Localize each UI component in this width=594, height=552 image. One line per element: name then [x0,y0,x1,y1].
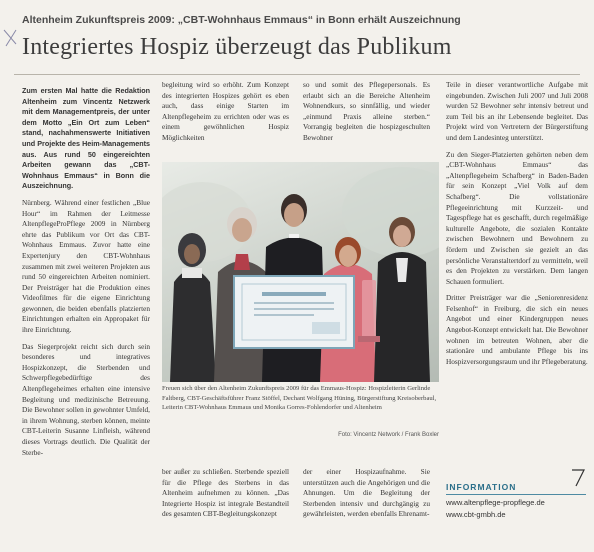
column-4 [446,80,588,452]
column-3-bottom-text: der einer Hospizaufnahme. Sie unterstützen auch die Angehörigen und die Ahnungen. Um die Begleitung der Sterbenden intensiv und durchgängig zu gewährleisten, werden ebenfalls Ehrenamt- [303,467,430,519]
column-2-top [162,80,289,158]
column-2-top-text: begleitung wird so erhöht. Zum Konzept des integrierten Hospizes gehört es eben auch, dass einige Starten im Altenpflegeheim zu errichten oder was es einem gewöhnlichen Hospiz Möglichkeiten [162,80,289,142]
column-2-bottom [162,467,289,547]
column-4-paragraph-1: Teile in dieser verantwortliche Aufgabe mit eingebunden. Zwischen Juli 2007 und Juli 2008 wurden 52 Bewohner sehr intensiv betreut und zum Teil bis an ihr Lebensende begleitet. Das Projekt wird von Vertretern der Bürgerstiftung und dem Landesinteg unterstützt. [446,80,588,142]
column-2-bottom-text: ber außer zu schließen. Sterbende speziell für die Pflege des Sterbens in das Altenheim aufnehmen zu können. „Das Integrierte Hospiz ist integrale Bestandteil des gesamten CBT-Begleitungskonzept [162,467,289,519]
column-1-paragraph-1: Nürnberg. Während einer festlichen „Blue Hour“ im Rahmen der Leitmesse AltenpflegeProPflege 2009 in Nürnberg ehrte das Publikum vor Ort das CBT-Wohnhaus Emmaus. Zuvor hatte eine Expertenjury den CBT-Wohnhaus zusammen mit zwei weiteren Projekten aus rund 50 eingereichten Arbeiten nominiert. Der Preisträger hat die Produktion eines Videofilmes für die eigene Einrichtung gewonnen, die beiden ebenfalls platzierten Einrichtungen erhalten ein Appropaket für ihre Einrichtung. [22,197,150,335]
column-3-top [303,80,430,158]
photo-credit: Foto: Vincentz Network / Frank Boxler [338,432,439,438]
article-headline: Integriertes Hospiz überzeugt das Publikum [22,34,452,60]
column-3-bottom [303,467,430,547]
column-1-paragraph-2: Das Siegerprojekt reicht sich durch sein besonderes und integratives Hospizkonzept, die Sterbenden und Schwerpflegebedürftige des Altenpflegeheimes erhalten eine intensive Begleitung und medizinische Betreuung. Die Bewohner sollen in gewohnter Umfeld, in ihrem Wohnung, sterben können, meinte CBT-Leiterin Susanne Linfleish, während dieses Vortrags deutlich. Die Qualität der Sterbe- [22,341,150,457]
signature-icon [570,466,586,488]
column-1 [22,86,150,536]
award-photo-illustration [162,162,439,382]
article-lead: Zum ersten Mal hatte die Redaktion Altenheim zum Vincentz Netzwerk mit dem Managementpreis, der unter dem Motto „Ein Ort zum Leben“ stand, nachahmenswerte Initiativen und Projekte des Heim-Managements aus. Aus rund 50 eingereichten Arbeiten gewann das „CBT-Wohnhaus Emmaus“ in Bonn die Auszeichnung. [22,86,150,191]
column-3-top-text: so und somit des Pflegepersonals. Es erlaubt sich an die Bereiche Altenheim Wohnendkurs, so sinnfällig, und wieder „einmund Praxis alleine sterben.“ Vorrangig begleiten die hospizgeschulten Bewohner [303,80,430,142]
information-label: INFORMATION [446,482,517,492]
column-4-paragraph-2: Zu den Sieger-Platzierten gehörten neben dem „CBT-Wohnhaus Emmaus“ das „Altenpflegeheim Schafberg“ in Baden-Baden für sein Konzept „Viel Volk auf dem Schafberg“. Die vollstationäre Pflegeeinrichtung mit Kurzzeit- und Tagespflege hat es geschafft, durch regelmäßige kulturelle Angebote, die sozialen Kontakte zwischen Bewohnern und Bewohnern zu fördern und Zwischen sie gezielt an das persönliche Veranstaltertdorf zu vermitteln, weil es den Projekten zu verstärken. Dem langen Schauen formuliert. [446,149,588,286]
column-4-paragraph-3: Dritter Preisträger war die „Seniorenresidenz Felsenhof“ in Freiburg, die sich ein neues Angebot und einer Kindergruppen neues Angebot-Konzept entwickelt hat. Die Bewohner wohnen im betreuten Wohnen, aber die stationäre und ambulante Pflege bis ins Hospizversorgungsraum und ihr Pflegeberatung. [446,293,588,366]
photo-caption: Freuen sich über den Altenheim Zukunftspreis 2009 für das Emmaus-Hospiz: Hospizleiterin Gerlinde Faltberg, CBT-Geschäftsführer Franz Stöffel, Dechant Wolfgang Hüning, Bürgerstiftung Kreisoberbaul, Leiterin CBT-Wohnhaus Emmaus und Monika Gorres-Fohlendorfer und Altenheim [162,385,437,412]
information-rule [446,494,586,495]
header-rule [14,74,580,75]
page-mark-icon [2,26,18,48]
article-kicker: Altenheim Zukunftspreis 2009: „CBT-Wohnhaus Emmaus“ in Bonn erhält Auszeichnung [22,14,461,26]
link-altenpflege-propflege[interactable]: www.altenpflege-propflege.de [446,498,545,507]
award-photo [162,162,439,382]
link-cbt-gmbh[interactable]: www.cbt-gmbh.de [446,510,506,519]
